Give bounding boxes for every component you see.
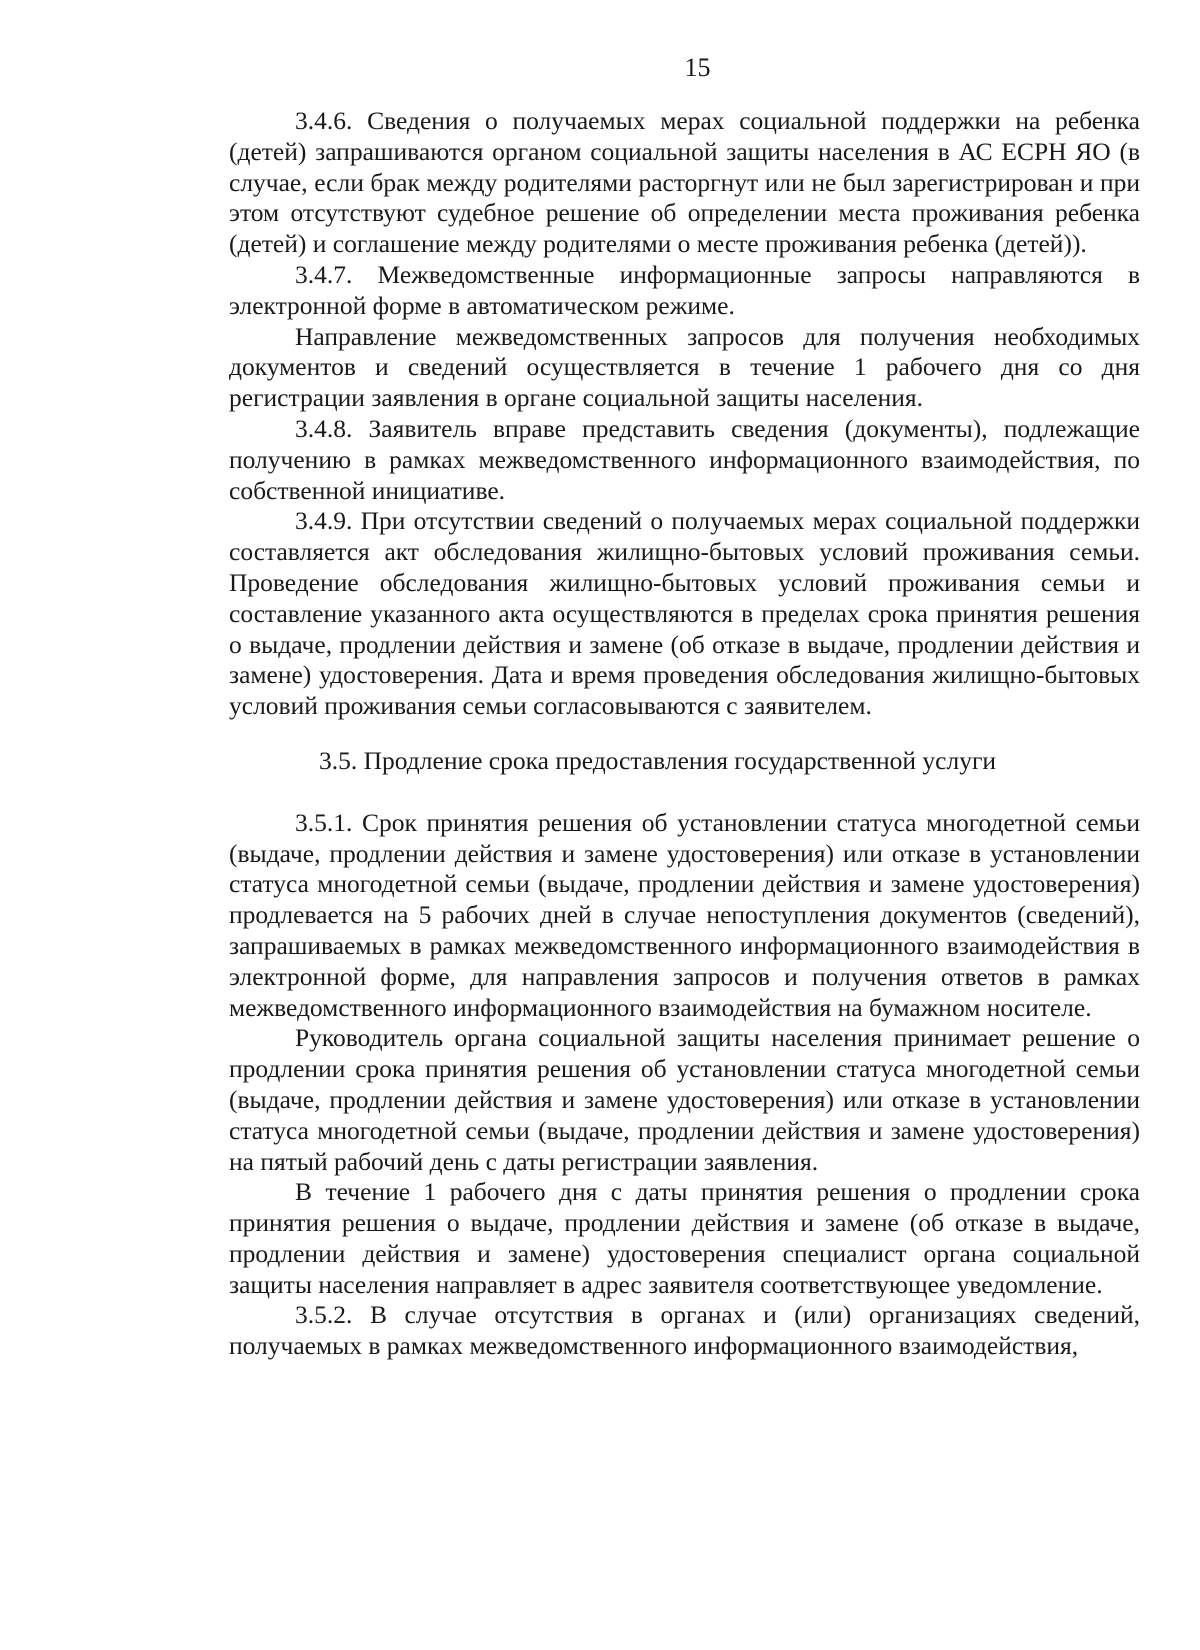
paragraph-3-4-9: 3.4.9. При отсутствии сведений о получаемых мерах социальной поддержки составляется акт обследования жилищно-бытовых условий проживания семьи. Проведение обследования жилищно-бытовых условий проживания семьи и составление указанного акта осуществляются в пределах срока принятия решения о выдаче, продлении действия и замене (об отказе в выдаче, продлении действия и замене) удостоверения. Дата и время проведения обследования жилищно-бытовых условий проживания семьи согласовываются с заявителем. — [229, 506, 1140, 721]
paragraph-3-5-1: 3.5.1. Срок принятия решения об установлении статуса многодетной семьи (выдаче, продлении действия и замене удостоверения) или отказе в установлении статуса многодетной семьи (выдаче, продлении действия и замене удостоверения) продлевается на 5 рабочих дней в случае непоступления документов (сведений), запрашиваемых в рамках межведомственного информационного взаимодействия в электронной форме, для направления запросов и получения ответов в рамках межведомственного информационного взаимодействия на бумажном носителе. — [229, 807, 1140, 1022]
paragraph-3-4-8: 3.4.8. Заявитель вправе представить сведения (документы), подлежащие получению в рамках межведомственного информационного взаимодействия, по собственной инициативе. — [229, 413, 1140, 505]
paragraph-3-5-2: 3.5.2. В случае отсутствия в органах и (или) организациях сведений, получаемых в рамках межведомственного информационного взаимодействия, — [229, 1300, 1140, 1361]
paragraph-3-5-1-notification: В течение 1 рабочего дня с даты принятия решения о продлении срока принятия решения о выдаче, продлении действия и замене (об отказе в выдаче, продлении действия и замене) удостоверения специалист органа социальной защиты населения направляет в адрес заявителя соответствующее уведомление. — [229, 1177, 1140, 1299]
section-heading-3-5: 3.5. Продление срока предоставления государственной услуги — [319, 745, 997, 775]
document-body — [229, 106, 1140, 1362]
paragraph-3-4-7-continuation: Направление межведомственных запросов для получения необходимых документов и сведений осуществляется в течение 1 рабочего дня со дня регистрации заявления в органе социальной защиты населения. — [229, 321, 1140, 413]
paragraph-3-4-6: 3.4.6. Сведения о получаемых мерах социальной поддержки на ребенка (детей) запрашиваются органом социальной защиты населения в АС ЕСРН ЯО (в случае, если брак между родителями расторгнут или не был зарегистрирован и при этом отсутствуют судебное решение об определении места проживания ребенка (детей) и соглашение между родителями о месте проживания ребенка (детей)). — [229, 106, 1140, 259]
paragraph-3-5-1-head-decision: Руководитель органа социальной защиты населения принимает решение о продлении срока принятия решения об установлении статуса многодетной семьи (выдаче, продлении действия и замене удостоверения) или отказе в установлении статуса многодетной семьи (выдаче, продлении действия и замене удостоверения) на пятый рабочий день с даты регистрации заявления. — [229, 1023, 1140, 1176]
page-number: 15 — [684, 53, 711, 82]
paragraph-3-4-7: 3.4.7. Межведомственные информационные запросы направляются в электронной форме в автоматическом режиме. — [229, 259, 1140, 320]
